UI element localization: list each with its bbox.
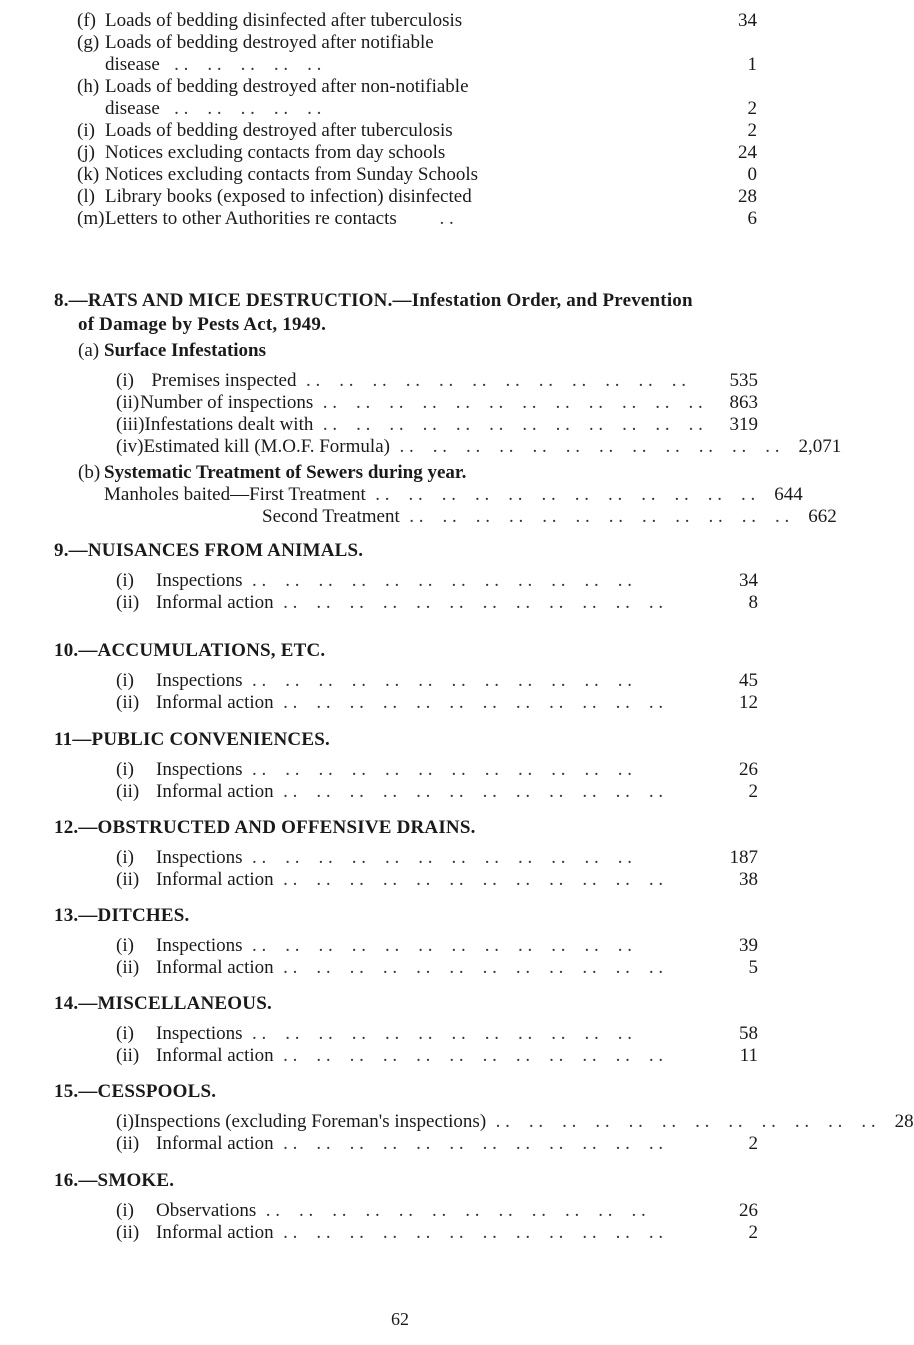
- row-number: (i): [116, 1023, 134, 1044]
- table-row: [116, 935, 758, 957]
- table-row: [116, 670, 758, 692]
- item-text: Library books (exposed to infection) disinfected: [105, 186, 472, 207]
- row-value: 2: [748, 1222, 758, 1243]
- table-row: [116, 392, 758, 414]
- row-value: 535: [729, 370, 758, 391]
- row-label: Inspections . . . . . . . . . . . . . . . . . . . . . . . .: [156, 670, 652, 691]
- section-heading: 9.—NUISANCES FROM ANIMALS.: [54, 540, 364, 561]
- row-value: 26: [739, 1200, 758, 1221]
- row-number: (i): [116, 935, 134, 956]
- table-row: [116, 592, 758, 614]
- section-heading: 13.—DITCHES.: [54, 905, 190, 926]
- row-number: (ii): [116, 592, 140, 613]
- subsection-sewer-treatment: [54, 462, 758, 484]
- item-letter: (j): [77, 142, 95, 163]
- row-value: 28: [894, 1111, 914, 1132]
- item-value: 0: [747, 164, 757, 185]
- item-text: Loads of bedding disinfected after tuberculosis: [105, 10, 463, 31]
- item-text: Loads of bedding destroyed after notifiable: [105, 32, 434, 53]
- section-ditches: [54, 905, 758, 979]
- row-value: 2,071: [798, 436, 842, 457]
- item-value: 2: [747, 120, 757, 141]
- row-label: Estimated kill (M.O.F. Formula) . . . . . . . . . . . . . . . . . . . . . . . .: [143, 436, 799, 457]
- table-row: [116, 1045, 758, 1067]
- item-value: 34: [738, 10, 757, 31]
- item-text: Loads of bedding destroyed after tuberculosis: [105, 120, 453, 141]
- row-label: Inspections . . . . . . . . . . . . . . . . . . . . . . . .: [156, 1023, 652, 1044]
- row-label: Inspections (excluding Foreman's inspections) . . . . . . . . . . . . . . . . . . . . . . . .: [133, 1111, 895, 1132]
- section-public-conveniences: [54, 729, 758, 803]
- row-label: Inspections . . . . . . . . . . . . . . . . . . . . . . . .: [156, 759, 652, 780]
- list-item: (h) Loads of bedding destroyed after non-notifiable disease . . . . . . . . . . 2: [77, 76, 757, 119]
- item-text-continued: disease: [105, 54, 160, 75]
- subsection-letter: (a): [78, 340, 100, 361]
- section-heading: 8.—RATS AND MICE DESTRUCTION.—Infestation Order, and Prevention: [54, 290, 693, 311]
- section-heading: 15.—CESSPOOLS.: [54, 1081, 217, 1102]
- section-obstructed-drains: [54, 817, 758, 891]
- row-value: 319: [729, 414, 758, 435]
- item-text: Letters to other Authorities re contacts: [105, 208, 397, 229]
- table-row: [116, 1023, 758, 1045]
- table-row: [116, 869, 758, 891]
- table-row: [116, 781, 758, 803]
- row-label: Informal action . . . . . . . . . . . . . . . . . . . . . . . .: [156, 692, 683, 713]
- item-letter: (i): [77, 120, 95, 141]
- row-number: (ii): [116, 692, 140, 713]
- list-item: [77, 10, 757, 32]
- section-smoke: [54, 1170, 758, 1244]
- section-heading: 11—PUBLIC CONVENIENCES.: [54, 729, 330, 750]
- row-label: Informal action . . . . . . . . . . . . . . . . . . . . . . . .: [156, 957, 683, 978]
- row-number: (iii): [116, 414, 145, 435]
- row-label: Informal action . . . . . . . . . . . . . . . . . . . . . . . .: [156, 1045, 683, 1066]
- list-item: (m) Letters to other Authorities re contacts . . 6: [77, 208, 757, 229]
- table-row: [116, 1200, 758, 1222]
- row-number: (ii): [116, 781, 140, 802]
- list-item: (g) Loads of bedding destroyed after notifiable disease . . . . . . . . . . 1: [77, 32, 757, 75]
- row-number: (i): [116, 847, 134, 868]
- row-value: 45: [739, 670, 758, 691]
- row-value: 11: [739, 1045, 758, 1066]
- section-accumulations: [54, 640, 758, 714]
- list-item: [77, 164, 757, 186]
- row-value: 863: [729, 392, 758, 413]
- row-label: Informal action . . . . . . . . . . . . . . . . . . . . . . . .: [156, 781, 683, 802]
- row-number: (i): [116, 1200, 134, 1221]
- row-label: Number of inspections . . . . . . . . . . . . . . . . . . . . . . . .: [140, 392, 722, 413]
- table-row: [116, 414, 758, 436]
- row-number: (ii): [116, 1045, 140, 1066]
- row-number: (iv): [116, 436, 144, 457]
- row-number: (i): [116, 370, 134, 391]
- table-row: [116, 1133, 758, 1155]
- row-label: Informal action . . . . . . . . . . . . . . . . . . . . . . . .: [156, 1133, 683, 1154]
- section-rats-and-mice: [54, 290, 842, 528]
- item-text: Notices excluding contacts from day schools: [105, 142, 446, 163]
- section-nuisances-from-animals: [54, 540, 758, 614]
- row-label: Manholes baited—First Treatment . . . . . . . . . . . . . . . . . . . . . . . .: [104, 484, 775, 505]
- row-label: Second Treatment . . . . . . . . . . . . . . . . . . . . . . . .: [262, 506, 809, 527]
- item-value: 24: [738, 142, 757, 163]
- item-value: 6: [747, 208, 757, 229]
- row-value: 5: [748, 957, 758, 978]
- section-heading-continued: of Damage by Pests Act, 1949.: [78, 314, 327, 335]
- item-letter: (g): [77, 32, 100, 53]
- item-value: 1: [747, 54, 757, 75]
- item-value: 2: [747, 98, 757, 119]
- row-label: Informal action . . . . . . . . . . . . . . . . . . . . . . . .: [156, 869, 683, 890]
- item-text: Loads of bedding destroyed after non-notifiable: [105, 76, 469, 97]
- item-letter: (h): [77, 76, 100, 97]
- table-row: [104, 484, 803, 506]
- row-number: (ii): [116, 957, 140, 978]
- list-item: [77, 120, 757, 142]
- list-item: [77, 186, 757, 208]
- item-letter: (m): [77, 208, 105, 229]
- row-number: (i): [116, 1111, 134, 1132]
- row-number: (i): [116, 759, 134, 780]
- table-row: [104, 506, 837, 528]
- subsection-title: Systematic Treatment of Sewers during year.: [104, 462, 467, 483]
- row-label: Inspections . . . . . . . . . . . . . . . . . . . . . . . .: [156, 935, 652, 956]
- row-number: (i): [116, 670, 134, 691]
- bedding-and-contacts-list: [77, 10, 757, 230]
- table-row: [116, 570, 758, 592]
- section-heading: 10.—ACCUMULATIONS, ETC.: [54, 640, 326, 661]
- page-number: 62: [391, 1309, 409, 1329]
- row-value: 34: [739, 570, 758, 591]
- row-value: 39: [739, 935, 758, 956]
- table-row: [116, 436, 842, 458]
- subsection-letter: (b): [78, 462, 101, 483]
- item-value: 28: [738, 186, 757, 207]
- section-heading: 12.—OBSTRUCTED AND OFFENSIVE DRAINS.: [54, 817, 476, 838]
- row-label: Observations . . . . . . . . . . . . . . . . . . . . . . . .: [156, 1200, 665, 1221]
- row-number: (ii): [116, 1133, 140, 1154]
- row-value: 662: [808, 506, 837, 527]
- row-value: 26: [739, 759, 758, 780]
- table-row: [116, 692, 758, 714]
- row-value: 2: [748, 1133, 758, 1154]
- item-letter: (f): [77, 10, 96, 31]
- row-value: 38: [739, 869, 758, 890]
- section-heading: 16.—SMOKE.: [54, 1170, 175, 1191]
- item-letter: (l): [77, 186, 95, 207]
- row-number: (i): [116, 570, 134, 591]
- subsection-title: Surface Infestations: [104, 340, 267, 361]
- table-row: [116, 957, 758, 979]
- row-value: 8: [748, 592, 758, 613]
- list-item: [77, 142, 757, 164]
- row-number: (ii): [116, 869, 140, 890]
- section-cesspools: [54, 1081, 914, 1155]
- row-number: (ii): [116, 392, 140, 413]
- row-label: Inspections . . . . . . . . . . . . . . . . . . . . . . . .: [156, 847, 652, 868]
- item-letter: (k): [77, 164, 100, 185]
- row-value: 187: [729, 847, 758, 868]
- item-text-continued: disease: [105, 98, 160, 119]
- table-row: [116, 1222, 758, 1244]
- row-label: Infestations dealt with . . . . . . . . . . . . . . . . . . . . . . . .: [144, 414, 722, 435]
- section-heading: 14.—MISCELLANEOUS.: [54, 993, 272, 1014]
- row-label: Premises inspected . . . . . . . . . . . . . . . . . . . . . . . .: [151, 370, 705, 391]
- row-number: (ii): [116, 1222, 140, 1243]
- row-label: Inspections . . . . . . . . . . . . . . . . . . . . . . . .: [156, 570, 652, 591]
- table-row: [116, 370, 758, 392]
- table-row: [116, 1111, 914, 1133]
- subsection-surface-infestations: [54, 340, 758, 362]
- section-miscellaneous: [54, 993, 758, 1067]
- row-label: Informal action . . . . . . . . . . . . . . . . . . . . . . . .: [156, 1222, 683, 1243]
- row-value: 2: [748, 781, 758, 802]
- row-value: 12: [739, 692, 758, 713]
- table-row: [116, 847, 758, 869]
- row-value: 58: [739, 1023, 758, 1044]
- row-label: Informal action . . . . . . . . . . . . . . . . . . . . . . . .: [156, 592, 683, 613]
- row-value: 644: [774, 484, 803, 505]
- item-text: Notices excluding contacts from Sunday Schools: [105, 164, 479, 185]
- table-row: [116, 759, 758, 781]
